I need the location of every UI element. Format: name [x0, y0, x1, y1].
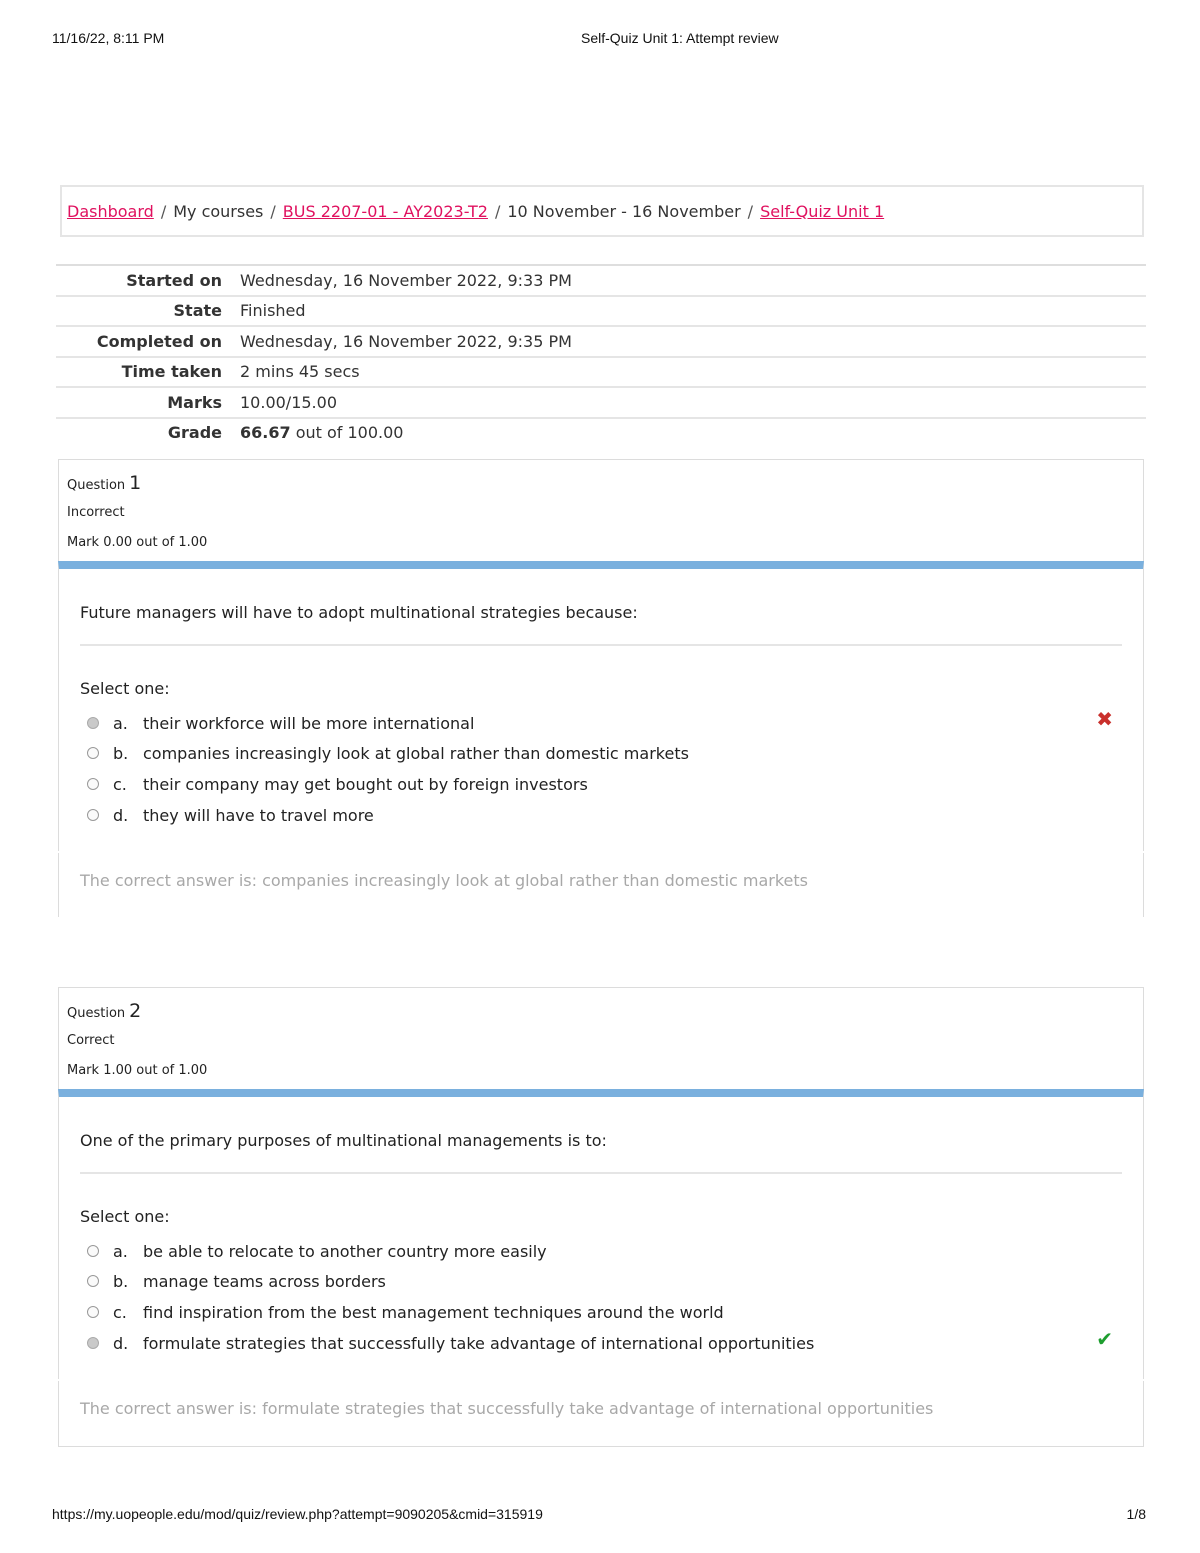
breadcrumb [60, 185, 1144, 237]
print-page-number: 1/8 [1126, 1506, 1146, 1522]
summary-value: Wednesday, 16 November 2022, 9:35 PM [240, 326, 1146, 357]
option-text: their workforce will be more international [143, 713, 475, 733]
radio-button [87, 1306, 99, 1318]
radio-button [87, 717, 99, 729]
option-letter: b. [113, 743, 129, 763]
question-number-value: 2 [129, 1000, 142, 1022]
question-state: Correct [67, 1033, 115, 1048]
question-number [67, 472, 141, 494]
attempt-summary-table [56, 264, 1146, 447]
question-mark: Mark 0.00 out of 1.00 [67, 535, 208, 550]
question-state: Incorrect [67, 505, 125, 520]
breadcrumb-quiz-link[interactable]: Self-Quiz Unit 1 [760, 201, 885, 221]
summary-row-state [56, 296, 1146, 327]
divider [80, 644, 1122, 646]
summary-value: 2 mins 45 secs [240, 357, 1146, 388]
option-letter: d. [113, 805, 129, 825]
question-2-feedback [58, 1381, 1144, 1447]
question-number [67, 1000, 141, 1022]
option-letter: a. [113, 1241, 128, 1261]
print-datetime: 11/16/22, 8:11 PM [52, 30, 165, 46]
breadcrumb-separator: / [160, 201, 167, 221]
question-number-value: 1 [129, 472, 142, 494]
answer-option-d [87, 1331, 814, 1355]
summary-row-completed [56, 326, 1146, 357]
answer-option-c [87, 772, 588, 796]
question-mark: Mark 1.00 out of 1.00 [67, 1063, 208, 1078]
question-1-content [58, 561, 1144, 851]
option-text: formulate strategies that successfully take advantage of international opportunities [143, 1333, 815, 1353]
incorrect-icon: ✖ [1096, 707, 1113, 731]
summary-value: Wednesday, 16 November 2022, 9:33 PM [240, 265, 1146, 296]
answer-option-b [87, 1269, 386, 1293]
option-text: their company may get bought out by foreign investors [143, 774, 588, 794]
radio-button [87, 1245, 99, 1257]
breadcrumb-separator: / [270, 201, 276, 221]
breadcrumb-separator: / [494, 201, 501, 221]
question-text: Future managers will have to adopt multinational strategies because: [80, 603, 638, 622]
summary-label: State [56, 296, 240, 327]
radio-button [87, 1337, 99, 1349]
divider [80, 1172, 1122, 1174]
question-label: Question [67, 478, 126, 493]
select-one-prompt: Select one: [80, 679, 170, 698]
summary-row-marks [56, 387, 1146, 418]
summary-label: Started on [56, 265, 240, 296]
option-letter: a. [113, 713, 128, 733]
summary-value [240, 418, 1146, 448]
radio-button [87, 778, 99, 790]
option-text: they will have to travel more [143, 805, 374, 825]
answer-option-a [87, 1239, 547, 1263]
print-footer [0, 1506, 1200, 1526]
breadcrumb-week: 10 November - 16 November [507, 201, 741, 221]
summary-label: Grade [56, 418, 240, 448]
summary-row-grade [56, 418, 1146, 448]
grade-score: 66.67 [240, 423, 291, 443]
breadcrumb-dashboard-link[interactable]: Dashboard [67, 201, 154, 221]
answer-option-b [87, 741, 689, 765]
answer-option-a [87, 711, 474, 735]
radio-button [87, 809, 99, 821]
question-2-info [58, 987, 1144, 1091]
answer-option-c [87, 1300, 724, 1324]
question-1-feedback [58, 853, 1144, 917]
radio-button [87, 1275, 99, 1287]
question-2-content [58, 1089, 1144, 1379]
summary-row-started [56, 265, 1146, 296]
question-label: Question [67, 1006, 126, 1021]
answer-option-d [87, 803, 374, 827]
option-letter: c. [113, 1302, 127, 1322]
option-text: manage teams across borders [143, 1271, 386, 1291]
print-page-title: Self-Quiz Unit 1: Attempt review [581, 30, 779, 46]
breadcrumb-course-link[interactable]: BUS 2207-01 - AY2023-T2 [282, 201, 488, 221]
grade-out-of: out of 100.00 [290, 423, 404, 443]
option-letter: d. [113, 1333, 129, 1353]
option-letter: b. [113, 1271, 129, 1291]
summary-row-time-taken [56, 357, 1146, 388]
summary-value: Finished [240, 296, 1146, 327]
summary-label: Time taken [56, 357, 240, 388]
radio-button [87, 747, 99, 759]
breadcrumb-separator: / [747, 201, 754, 221]
summary-value: 10.00/15.00 [240, 387, 1146, 418]
summary-label: Marks [56, 387, 240, 418]
option-text: companies increasingly look at global rather than domestic markets [143, 743, 689, 763]
print-url: https://my.uopeople.edu/mod/quiz/review.php?attempt=9090205&cmid=315919 [52, 1506, 543, 1522]
option-text: find inspiration from the best management techniques around the world [143, 1302, 724, 1322]
select-one-prompt: Select one: [80, 1207, 170, 1226]
correct-answer-text: The correct answer is: companies increasingly look at global rather than domestic markets [80, 871, 809, 890]
correct-answer-text: The correct answer is: formulate strategies that successfully take advantage of international opportunities [80, 1399, 934, 1418]
breadcrumb-my-courses: My courses [173, 201, 264, 221]
option-text: be able to relocate to another country more easily [143, 1241, 547, 1261]
summary-label: Completed on [56, 326, 240, 357]
question-1-info [58, 459, 1144, 563]
option-letter: c. [113, 774, 127, 794]
print-header [0, 30, 1200, 50]
correct-check-icon: ✔ [1096, 1327, 1113, 1351]
question-text: One of the primary purposes of multinational managements is to: [80, 1131, 607, 1150]
